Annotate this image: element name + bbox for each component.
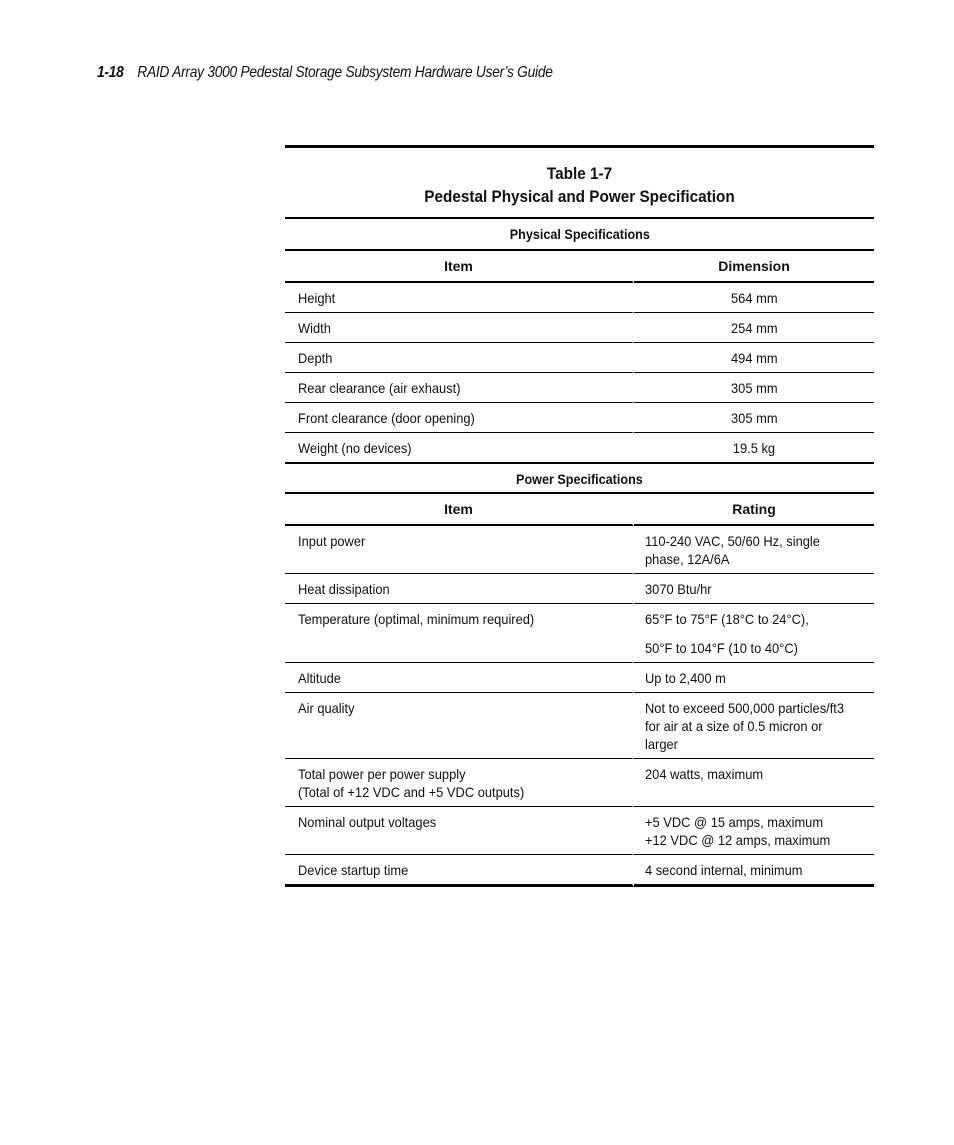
table-label: Table 1-7 (546, 164, 613, 183)
spec-item: Heat dissipation (285, 574, 634, 604)
spec-item: Total power per power supply (Total of +12 VDC and +5 VDC outputs) (285, 759, 634, 807)
spec-dimension: 564 mm (634, 283, 874, 313)
spec-item: Width (285, 313, 634, 343)
physical-spec-table (285, 251, 874, 463)
spec-item: Device startup time (285, 855, 634, 887)
table-row (285, 663, 874, 693)
power-section-title: Power Specifications (516, 471, 643, 487)
spec-rating: 65°F to 75°F (18°C to 24°C), 50°F to 104°F (10 to 40°C) (634, 604, 874, 663)
power-col-item: Item (285, 494, 634, 526)
power-header-row (285, 494, 874, 526)
spec-item: Front clearance (door opening) (285, 403, 634, 433)
spec-dimension: 494 mm (634, 343, 874, 373)
table-row (285, 526, 874, 574)
physical-section-heading (285, 219, 874, 251)
table-title: Pedestal Physical and Power Specification (424, 187, 735, 206)
table-row (285, 574, 874, 604)
spec-dimension: 305 mm (634, 373, 874, 403)
table-row (285, 693, 874, 759)
spec-item: Temperature (optimal, minimum required) (285, 604, 634, 663)
power-spec-table (285, 494, 874, 887)
physical-col-dimension: Dimension (634, 251, 874, 283)
spec-item: Input power (285, 526, 634, 574)
spec-item: Nominal output voltages (285, 807, 634, 855)
table-row (285, 604, 874, 663)
page-number: 1-18 (97, 64, 124, 81)
table-row (285, 759, 874, 807)
power-col-rating: Rating (634, 494, 874, 526)
running-header (97, 64, 553, 82)
spec-item: Weight (no devices) (285, 433, 634, 463)
spec-item: Height (285, 283, 634, 313)
spec-dimension: 19.5 kg (634, 433, 874, 463)
spec-rating: 4 second internal, minimum (634, 855, 874, 887)
spec-item: Altitude (285, 663, 634, 693)
physical-col-item: Item (285, 251, 634, 283)
physical-section-title: Physical Specifications (509, 226, 650, 242)
table-row (285, 855, 874, 887)
power-section-heading (285, 462, 874, 494)
spec-rating: 110-240 VAC, 50/60 Hz, single phase, 12A/6A (634, 526, 874, 574)
spec-rating: +5 VDC @ 15 amps, maximum +12 VDC @ 12 amps, maximum (634, 807, 874, 855)
table-row (285, 373, 874, 403)
table-row (285, 403, 874, 433)
physical-header-row (285, 251, 874, 283)
spec-dimension: 305 mm (634, 403, 874, 433)
spec-item: Rear clearance (air exhaust) (285, 373, 634, 403)
document-title: RAID Array 3000 Pedestal Storage Subsystem Hardware User’s Guide (137, 64, 553, 81)
spec-table (285, 145, 874, 887)
table-caption (285, 148, 874, 219)
spec-rating: 204 watts, maximum (634, 759, 874, 807)
spec-dimension: 254 mm (634, 313, 874, 343)
table-row (285, 807, 874, 855)
table-row (285, 313, 874, 343)
spec-rating: 3070 Btu/hr (634, 574, 874, 604)
table-row (285, 433, 874, 463)
spec-rating: Not to exceed 500,000 particles/ft3 for air at a size of 0.5 micron or larger (634, 693, 874, 759)
spec-item: Air quality (285, 693, 634, 759)
table-row (285, 283, 874, 313)
table-row (285, 343, 874, 373)
spec-item: Depth (285, 343, 634, 373)
spec-rating: Up to 2,400 m (634, 663, 874, 693)
